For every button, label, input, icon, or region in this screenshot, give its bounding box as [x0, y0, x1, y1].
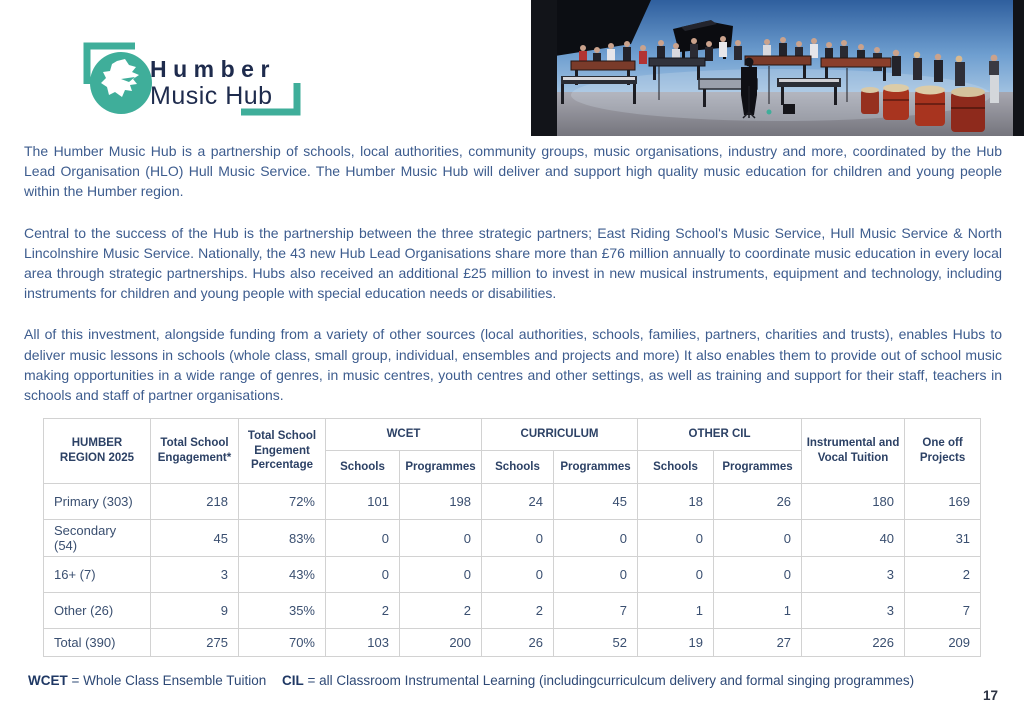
- logo-map-icon: [90, 52, 152, 114]
- cell: 2: [482, 593, 554, 629]
- cell: 2: [905, 557, 981, 593]
- cell: 35%: [239, 593, 326, 629]
- table-row-other: [44, 593, 981, 629]
- stage-performance-photo: [531, 0, 1024, 136]
- cell: 169: [905, 484, 981, 520]
- cil-definition: = all Classroom Instrumental Learning (includingcurriculcum delivery and formal singing programmes): [307, 673, 915, 688]
- cell: 103: [326, 629, 400, 657]
- cell: 40: [802, 520, 905, 557]
- subheader-curriculum-schools: Schools: [482, 451, 554, 484]
- cell: 0: [482, 557, 554, 593]
- wcet-abbrev: WCET: [28, 673, 68, 688]
- row-label: Other (26): [44, 593, 151, 629]
- cell: 3: [151, 557, 239, 593]
- engagement-table-wrap: [43, 418, 980, 657]
- row-label: Secondary (54): [44, 520, 151, 557]
- col-header-instrumental-vocal: Instrumental and Vocal Tuition: [802, 419, 905, 484]
- table-row-total: [44, 629, 981, 657]
- cell: 0: [554, 557, 638, 593]
- bag: [783, 104, 795, 114]
- cell: 226: [802, 629, 905, 657]
- cil-abbrev: CIL: [282, 673, 304, 688]
- cell: 0: [482, 520, 554, 557]
- group-header-wcet: WCET: [326, 419, 482, 451]
- row-label: Total (390): [44, 629, 151, 657]
- table-row-primary: [44, 484, 981, 520]
- cell: 2: [326, 593, 400, 629]
- cell: 26: [482, 629, 554, 657]
- cell: 83%: [239, 520, 326, 557]
- cell: 0: [638, 557, 714, 593]
- engagement-table: [43, 418, 981, 657]
- cell: 31: [905, 520, 981, 557]
- row-label: Primary (303): [44, 484, 151, 520]
- col-header-region: HUMBER REGION 2025: [44, 419, 151, 484]
- cell: 43%: [239, 557, 326, 593]
- logo-subtitle: Music Hub: [150, 82, 273, 110]
- group-header-curriculum: CURRICULUM: [482, 419, 638, 451]
- cell: 0: [714, 557, 802, 593]
- cell: 45: [151, 520, 239, 557]
- cell: 209: [905, 629, 981, 657]
- cell: 27: [714, 629, 802, 657]
- col-header-total-engagement: Total School Engagement*: [151, 419, 239, 484]
- page-number: 17: [982, 688, 998, 703]
- cell: 180: [802, 484, 905, 520]
- cell: 9: [151, 593, 239, 629]
- logo-title: Humber: [150, 56, 276, 82]
- paragraph-investment: All of this investment, alongside funding from a variety of other sources (local authorities, schools, families, partners, charities and trusts), enables Hubs to deliver music lessons in schools (whole class, small group, individual, ensembles and projects and more) It also enables them to provide out of school music making opportunities in a wide range of genres, in music centres, youth centres and other settings, as well as training and support for their staff, teachers in schools and staff of partner organisations.: [24, 326, 1002, 404]
- cell: 1: [714, 593, 802, 629]
- cell: 7: [905, 593, 981, 629]
- cell: 0: [326, 520, 400, 557]
- cell: 26: [714, 484, 802, 520]
- body-copy: [24, 141, 1002, 426]
- cell: 24: [482, 484, 554, 520]
- cell: 275: [151, 629, 239, 657]
- subheader-wcet-programmes: Programmes: [400, 451, 482, 484]
- cell: 0: [638, 520, 714, 557]
- abbreviation-footnote: [28, 673, 998, 688]
- water-bottle: [767, 110, 772, 115]
- group-header-other-cil: OTHER CIL: [638, 419, 802, 451]
- humber-music-hub-logo: [83, 34, 311, 122]
- cell: 72%: [239, 484, 326, 520]
- subheader-wcet-schools: Schools: [326, 451, 400, 484]
- subheader-othercil-programmes: Programmes: [714, 451, 802, 484]
- cell: 7: [554, 593, 638, 629]
- cell: 70%: [239, 629, 326, 657]
- cell: 101: [326, 484, 400, 520]
- cell: 0: [400, 557, 482, 593]
- cell: 1: [638, 593, 714, 629]
- cell: 3: [802, 557, 905, 593]
- cell: 0: [400, 520, 482, 557]
- cell: 2: [400, 593, 482, 629]
- col-header-total-percentage: Total School Engement Percentage: [239, 419, 326, 484]
- table-row-secondary: [44, 520, 981, 557]
- cell: 0: [326, 557, 400, 593]
- cell: 0: [554, 520, 638, 557]
- table-row-16plus: [44, 557, 981, 593]
- wcet-definition: = Whole Class Ensemble Tuition: [71, 673, 267, 688]
- cell: 0: [714, 520, 802, 557]
- cell: 52: [554, 629, 638, 657]
- cell: 18: [638, 484, 714, 520]
- cell: 45: [554, 484, 638, 520]
- cell: 198: [400, 484, 482, 520]
- cell: 3: [802, 593, 905, 629]
- subheader-curriculum-programmes: Programmes: [554, 451, 638, 484]
- cell: 200: [400, 629, 482, 657]
- cell: 19: [638, 629, 714, 657]
- col-header-one-off-projects: One off Projects: [905, 419, 981, 484]
- paragraph-partnership: Central to the success of the Hub is the partnership between the three strategic partners; East Riding School's Music Service, Hull Music Service & North Lincolnshire Music Service. Nationally, the 43 new Hub Lead Organisations share more than £76 million annually to coordinate music education in every local area through strategic partnerships. Hubs also received an additional £25 million to invest in new musical instruments, equipment and technology, including instruments for children and young people with special education needs or disabilities.: [24, 224, 1002, 302]
- row-label: 16+ (7): [44, 557, 151, 593]
- paragraph-intro: The Humber Music Hub is a partnership of schools, local authorities, community groups, music organisations, industry and more, coordinated by the Hub Lead Organisation (HLO) Hull Music Service. The Humber Music Hub will deliver and support high quality music education for children and young people within the Humber region.: [24, 143, 1002, 200]
- cell: 218: [151, 484, 239, 520]
- subheader-othercil-schools: Schools: [638, 451, 714, 484]
